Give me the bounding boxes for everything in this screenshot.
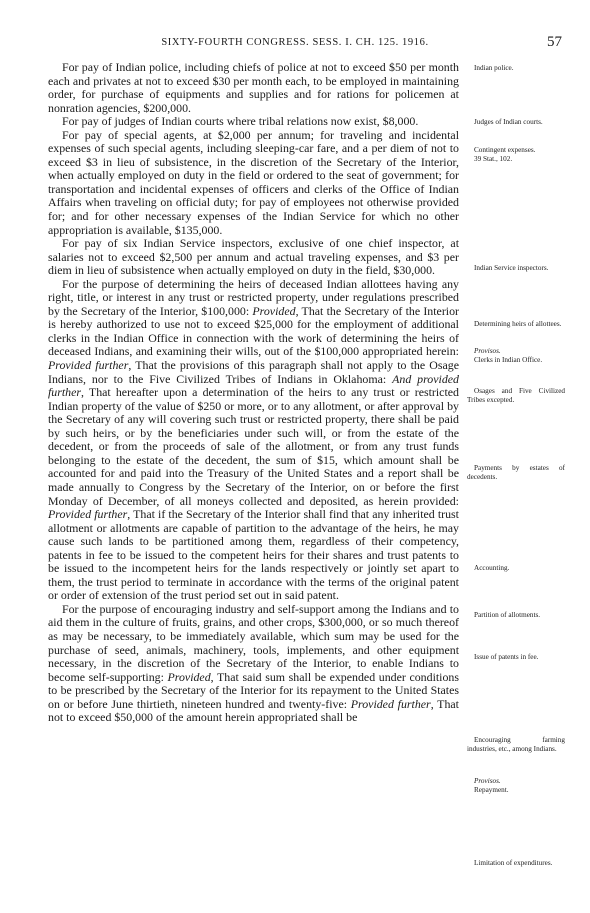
paragraph-text: For pay of special agents, at $2,000 per annum; for traveling and incidental expenses of such special agents, including sleeping-car fare, and a per diem of not to exceed $3 in lieu of subsistence, in the discretion of the Secretary of the Interior, when actually employed on duty in the field or ordered to the seat of government; for transportation and incidental expenses of officers and clerks of the Office of Indian Affairs when traveling on official duty; for pay of employees not otherwise provided for; and for other necessary expenses of the Indian Service for which no other appropriation is available, $135,000. <box>48 127 459 237</box>
margin-note-patents: Issue of patents in fee. <box>474 653 539 661</box>
margin-note-contingent: Contingent expenses. <box>474 146 536 154</box>
paragraph-text: For the purpose of encouraging industry and self-support among the Indians and to aid them in the culture of fruits, grains, and other crops, $300,000, or so much thereof as may be necessary, to be immediately available, which sum may be used for the purchase of seed, animals, machinery, tools, implements, and other equipment necessary, in the discretion of the Secretary of the Interior, to enable Indians to become self-supporting: <box>48 601 459 684</box>
paragraph-text: , That the Secretary of the Interior is hereby authorized to use not to exceed $25,000 for the employment of additional clerks in the Indian Office in connection with the work of determining the heirs of deceased Indians, and examining their wills, out of the $100,000 appropriated herein: <box>48 303 460 359</box>
margin-note-indian-police: Indian police. <box>474 64 514 72</box>
main-text <box>48 61 459 725</box>
proviso-term: Provided <box>167 669 211 684</box>
margin-note-accounting: Accounting. <box>474 564 510 572</box>
margin-note-partition: Partition of allotments. <box>474 611 541 619</box>
proviso-term: Provided further <box>48 507 128 522</box>
margin-note-payments: Payments by estates of decedents. <box>467 464 565 481</box>
paragraph-text: , That hereafter upon a determination of the heirs to any trust or restricted Indian property of the value of $250 or more, or to any allotment, or after approval by the Secretary of any will covering such trust or restricted property, there shall be paid by such heirs, or by the beneficiaries under such will, or from the estate of the decedent, or from the proceeds of sale of the allotment, or from any trust funds belonging to the estate of the decedent, the sum of $15, which amount shall be accounted for and paid into the Treasury of the United States and a report shall be made annually to Congress by the Secretary of the Interior, on or before the first Monday of December, of all moneys collected and deposited, as herein provided: <box>48 385 459 508</box>
paragraph-text: , That not to exceed $50,000 of the amount herein appropriated shall be <box>48 696 459 725</box>
margin-note-repayment: Repayment. <box>474 786 509 794</box>
margin-note-judges: Judges of Indian courts. <box>474 118 543 126</box>
margin-note-provisos: Provisos. <box>474 347 501 355</box>
margin-note-provisos-2: Provisos. <box>474 777 501 785</box>
paragraph-heirs <box>48 278 459 603</box>
margin-note-statute-ref: 39 Stat., 102. <box>474 155 513 163</box>
proviso-term: And provided further <box>48 371 460 400</box>
margin-note-clerks: Clerks in Indian Office. <box>474 356 543 364</box>
paragraph-special-agents <box>48 129 459 237</box>
proviso-term: Provided further <box>48 358 129 373</box>
running-header <box>0 34 590 54</box>
paragraph-indian-police <box>48 61 459 115</box>
running-title: SIXTY-FOURTH CONGRESS. SESS. I. CH. 125. 1916. <box>161 37 429 48</box>
paragraph-text: For pay of six Indian Service inspectors, exclusive of one chief inspector, at salaries not to exceed $2,500 per annum and actual traveling expenses, and $3 per diem in lieu of subsistence when actually employed on duty in the field, $30,000. <box>48 236 459 278</box>
paragraph-text: , That the provisions of this paragraph shall not apply to the Osage Indians, nor to the Five Civilized Tribes of Indians in Oklahoma: <box>48 358 459 386</box>
paragraph-text: , That if the Secretary of the Interior shall find that any inherited trust allotment or allotments are capable of partition to the advantage of the heirs, he may cause such lands to be partitioned among them, regardless of their competency, patents in fee to be issued to the competent heirs for their shares and trust patents to be issued to the incompetent heirs for the lands respectively or jointly set apart to them, the trust period to terminate in accordance with the terms of the original patent or order of extension of the trust period set out in said patent. <box>48 507 459 603</box>
proviso-term: Provided <box>252 303 296 318</box>
paragraph-text: For pay of judges of Indian courts where tribal relations now exist, $8,000. <box>62 114 419 129</box>
paragraph-text: , That said sum shall be expended under conditions to be prescribed by the Secretary of the Interior for its repayment to the United States on or before June thirtieth, nineteen hundred and twenty-five: <box>48 669 459 711</box>
paragraph-text: For pay of Indian police, including chiefs of police at not to exceed $50 per month each and privates at not to exceed $30 per month each, to be employed in maintaining order, for purchase of equipments and supplies and for rations for policemen at nonration agencies, $200,000. <box>48 60 459 115</box>
margin-note-inspectors: Indian Service inspectors. <box>474 264 549 272</box>
margin-note-encouraging: Encouraging farming industries, etc., among Indians. <box>467 736 565 753</box>
paragraph-inspectors <box>48 237 459 278</box>
margin-note-limitation: Limitation of expenditures. <box>474 859 553 867</box>
proviso-term: Provided further <box>350 696 431 711</box>
margin-note-osages: Osages and Five Civilized Tribes excepted. <box>467 387 565 404</box>
paragraph-text: For the purpose of determining the heirs of deceased Indian allottees having any right, title, or interest in any trust or restricted property, under regulations prescribed by the Secretary of the Interior, $100,000: <box>48 276 459 318</box>
margin-note-heirs: Determining heirs of allottees. <box>474 320 562 328</box>
paragraph-judges <box>48 115 459 129</box>
page-number: 57 <box>547 34 562 50</box>
paragraph-industry <box>48 603 459 725</box>
